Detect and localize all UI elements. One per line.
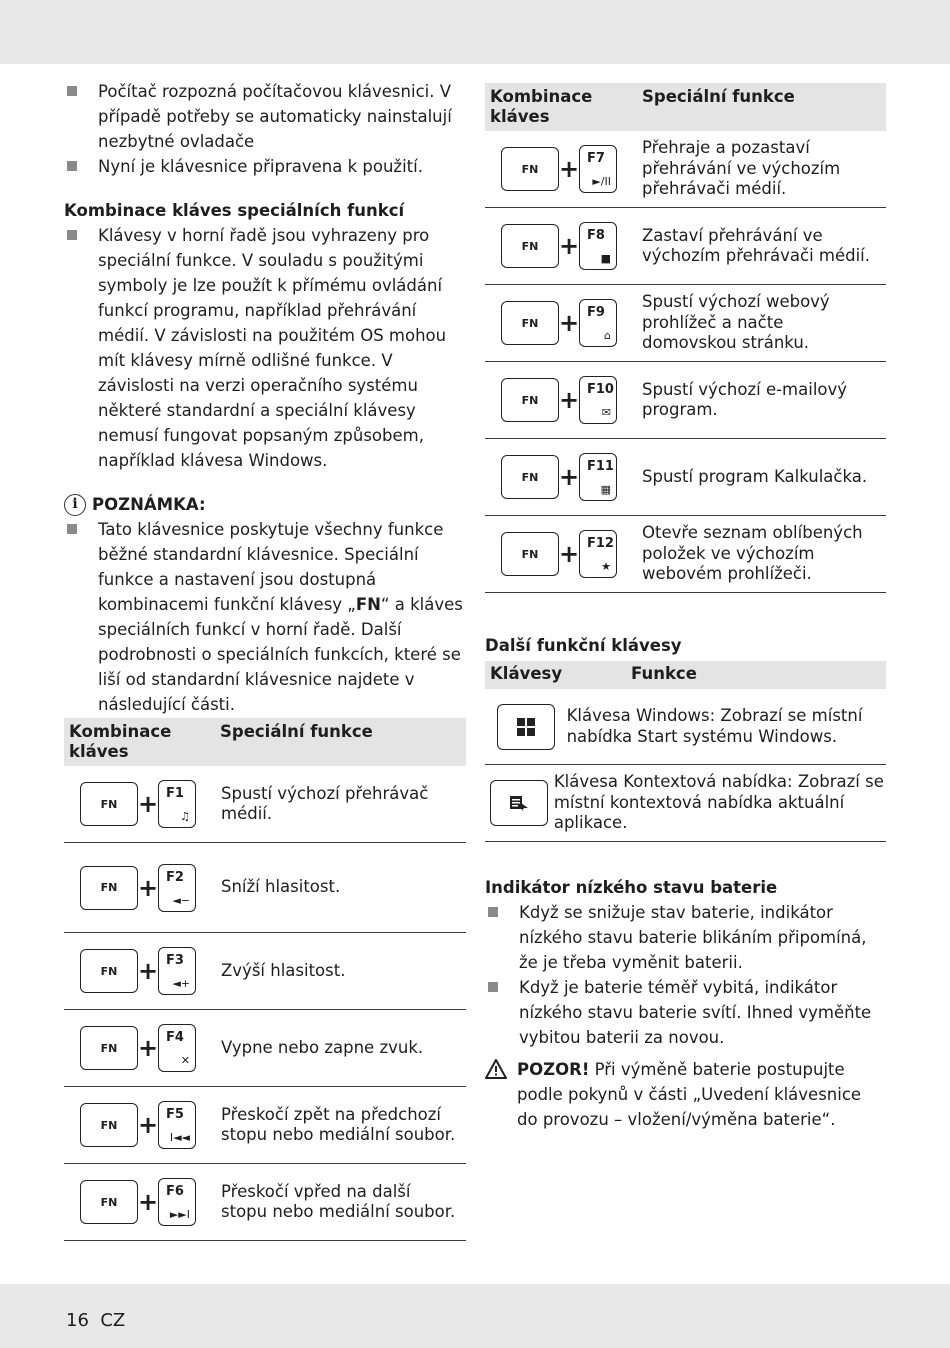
bullet-square-icon [67, 161, 77, 171]
top-band [0, 0, 950, 64]
function-key-symbol-icon: I◄◄ [169, 1131, 190, 1144]
key-combination [64, 864, 221, 912]
section-heading: Indikátor nízkého stavu baterie [485, 878, 778, 897]
key-combination [64, 1178, 221, 1226]
function-description: Spustí výchozí e-mailový program. [642, 379, 848, 419]
warning-note: POZOR! Při výměně baterie postupujte podle pokynů v části „Uvedení klávesnice do provozu – vložení/výměna baterie“. [485, 1057, 886, 1132]
key-combination [64, 1024, 221, 1072]
function-key-label: F5 [166, 1107, 184, 1122]
function-description: Spustí výchozí přehrávač médií. [221, 783, 429, 823]
key-combination [64, 1101, 221, 1149]
plus-sign: + [559, 232, 580, 260]
table-row [64, 933, 466, 1010]
fn-key: FN [501, 532, 559, 576]
plus-sign: + [559, 540, 580, 568]
table-header: Klávesy Funkce [485, 661, 886, 689]
list-item: Když je baterie téměř vybitá, indikátor nízkého stavu baterie svítí. Ihned vyměňte vybitou baterii za novou. [485, 975, 886, 1050]
function-description: Přeskočí zpět na předchozí stopu nebo mediální soubor. [221, 1104, 456, 1144]
warning-triangle-icon [485, 1057, 509, 1132]
list-item: Nyní je klávesnice připravena k použití. [64, 154, 466, 179]
list-item: Počítač rozpozná počítačovou klávesnici. V případě potřeby se automaticky nainstalují nezbytné ovladače [64, 79, 466, 154]
function-key-symbol-icon: ■ [600, 252, 611, 265]
table-header: Kombinace kláves Speciální funkce [485, 83, 886, 131]
function-description: Vypne nebo zapne zvuk. [221, 1037, 424, 1057]
function-key [158, 1178, 196, 1226]
plus-sign: + [559, 386, 580, 414]
other-keys-table [485, 661, 886, 842]
function-key-symbol-icon: ⌂ [604, 329, 611, 342]
function-key [158, 947, 196, 995]
function-key [158, 780, 196, 828]
page-language: CZ [100, 1310, 126, 1331]
note-heading: i POZNÁMKA: [64, 492, 466, 517]
function-key-label: F2 [166, 869, 184, 885]
function-key [158, 1101, 196, 1149]
function-key-label: F12 [587, 536, 614, 551]
function-key [579, 376, 617, 424]
section-heading: Kombinace kláves speciálních funkcí [64, 201, 405, 220]
special-keys-table [485, 83, 886, 593]
fn-key: FN [80, 866, 138, 910]
plus-sign: + [559, 309, 580, 337]
function-key-label: F3 [166, 953, 184, 968]
plus-sign: + [138, 1034, 159, 1062]
table-row [64, 1164, 466, 1241]
table-row: Klávesa Windows: Zobrazí se místní nabídka Start systému Windows. [485, 689, 886, 765]
function-description: Otevře seznam oblíbených položek ve výchozím webovém prohlížeči. [642, 523, 863, 584]
plus-sign: + [138, 790, 159, 818]
table-row [64, 1010, 466, 1087]
function-key [158, 864, 196, 912]
function-key-symbol-icon: ▦ [600, 483, 611, 496]
function-key-symbol-icon: ♫ [180, 810, 190, 823]
function-key-label: F7 [587, 151, 605, 166]
fn-key: FN [501, 378, 559, 422]
windows-key-icon [497, 704, 555, 750]
table-header: Kombinace kláves Speciální funkce [64, 718, 466, 766]
table-row [485, 208, 886, 285]
function-key-symbol-icon: ◄+ [172, 977, 190, 990]
function-key-symbol-icon: ◄− [172, 893, 190, 907]
function-key [579, 222, 617, 270]
function-key [579, 530, 617, 578]
context-menu-key-icon [490, 780, 548, 826]
function-key-symbol-icon: ►►I [169, 1208, 190, 1221]
fn-key: FN [501, 147, 559, 191]
fn-key: FN [80, 782, 138, 826]
bullet-square-icon [488, 907, 498, 917]
key-combination [485, 145, 642, 193]
table-row [64, 766, 466, 843]
function-key [158, 1024, 196, 1072]
table-row [485, 285, 886, 362]
function-description: Přeskočí vpřed na další stopu nebo mediální soubor. [221, 1181, 456, 1221]
key-combination [485, 299, 642, 347]
bullet-square-icon [488, 982, 498, 992]
fn-key: FN [80, 949, 138, 993]
function-key-label: F8 [587, 228, 605, 243]
info-icon: i [64, 494, 86, 516]
fn-key: FN [501, 301, 559, 345]
function-key-label: F10 [587, 382, 614, 397]
plus-sign: + [138, 957, 159, 985]
list-item: Klávesy v horní řadě jsou vyhrazeny pro speciální funkce. V souladu s použitými symboly je lze použít k přímému ovládání funkcí programu, například přehrávání médií. V závislosti na použitém OS mohou mít klávesy mírně odlišné funkce. V závislosti na verzi operačního systému některé standardní a speciální klávesy nemusí fungovat popsaným způsobem, například klávesa Windows. [64, 223, 466, 473]
list-item: Když se snižuje stav baterie, indikátor nízkého stavu baterie blikáním připomíná, že je třeba vyměnit baterii. [485, 900, 886, 975]
function-description: Spustí program Kalkulačka. [642, 466, 868, 486]
function-key [579, 299, 617, 347]
function-description: Spustí výchozí webový prohlížeč a načte domovskou stránku. [642, 292, 830, 353]
function-key-label: F6 [166, 1184, 184, 1199]
key-combination [485, 222, 642, 270]
plus-sign: + [559, 155, 580, 183]
function-description: Zastaví přehrávání ve výchozím přehrávači médií. [642, 225, 871, 265]
key-combination [485, 376, 642, 424]
left-column [64, 79, 466, 1241]
fn-key: FN [501, 455, 559, 499]
function-key-label: F9 [587, 305, 605, 320]
bullet-square-icon [67, 230, 77, 240]
fn-key: FN [80, 1026, 138, 1070]
function-key-label: F4 [166, 1030, 184, 1045]
table-row [485, 362, 886, 439]
table-row [64, 843, 466, 933]
plus-sign: + [559, 463, 580, 491]
plus-sign: + [138, 1111, 159, 1139]
page-footer [66, 1308, 125, 1333]
bottom-band [0, 1284, 950, 1348]
key-combination [64, 780, 221, 828]
function-key [579, 145, 617, 193]
function-key [579, 453, 617, 501]
table-row [485, 131, 886, 208]
bullet-square-icon [67, 524, 77, 534]
function-key-symbol-icon: ✉ [601, 406, 611, 419]
table-row: Klávesa Kontextová nabídka: Zobrazí se místní kontextová nabídka aktuální aplikace. [485, 765, 886, 842]
special-keys-table [64, 718, 466, 1241]
section-heading: Další funkční klávesy [485, 636, 682, 655]
function-key-label: F1 [166, 786, 184, 801]
page-number: 16 [66, 1310, 89, 1331]
fn-key: FN [501, 224, 559, 268]
bullet-square-icon [67, 86, 77, 96]
plus-sign: + [138, 1188, 159, 1216]
right-column [485, 83, 886, 1132]
function-key-symbol-icon: ✕ [180, 1054, 190, 1067]
table-row [485, 516, 886, 593]
key-combination [64, 947, 221, 995]
list-item: Tato klávesnice poskytuje všechny funkce běžné standardní klávesnice. Speciální funkce a nastavení jsou dostupná kombinacemi funkční klávesy „FN“ a kláves speciálních funkcí v horní řadě. Další podrobnosti o speciálních funkcích, které se liší od standardní klávesnice najdete v následující části. [64, 517, 466, 717]
fn-key: FN [80, 1180, 138, 1224]
function-description: Zvýší hlasitost. [221, 960, 346, 980]
key-combination [485, 530, 642, 578]
plus-sign: + [138, 873, 159, 902]
function-description: Přehraje a pozastaví přehrávání ve výchozím přehrávači médií. [642, 138, 841, 199]
function-key-symbol-icon: ★ [601, 560, 611, 573]
function-key-label: F11 [587, 459, 614, 474]
key-combination [485, 453, 642, 501]
function-key-symbol-icon: ►/II [592, 175, 611, 188]
table-row [485, 439, 886, 516]
function-description: Sníží hlasitost. [221, 877, 341, 897]
table-row [64, 1087, 466, 1164]
fn-key: FN [80, 1103, 138, 1147]
